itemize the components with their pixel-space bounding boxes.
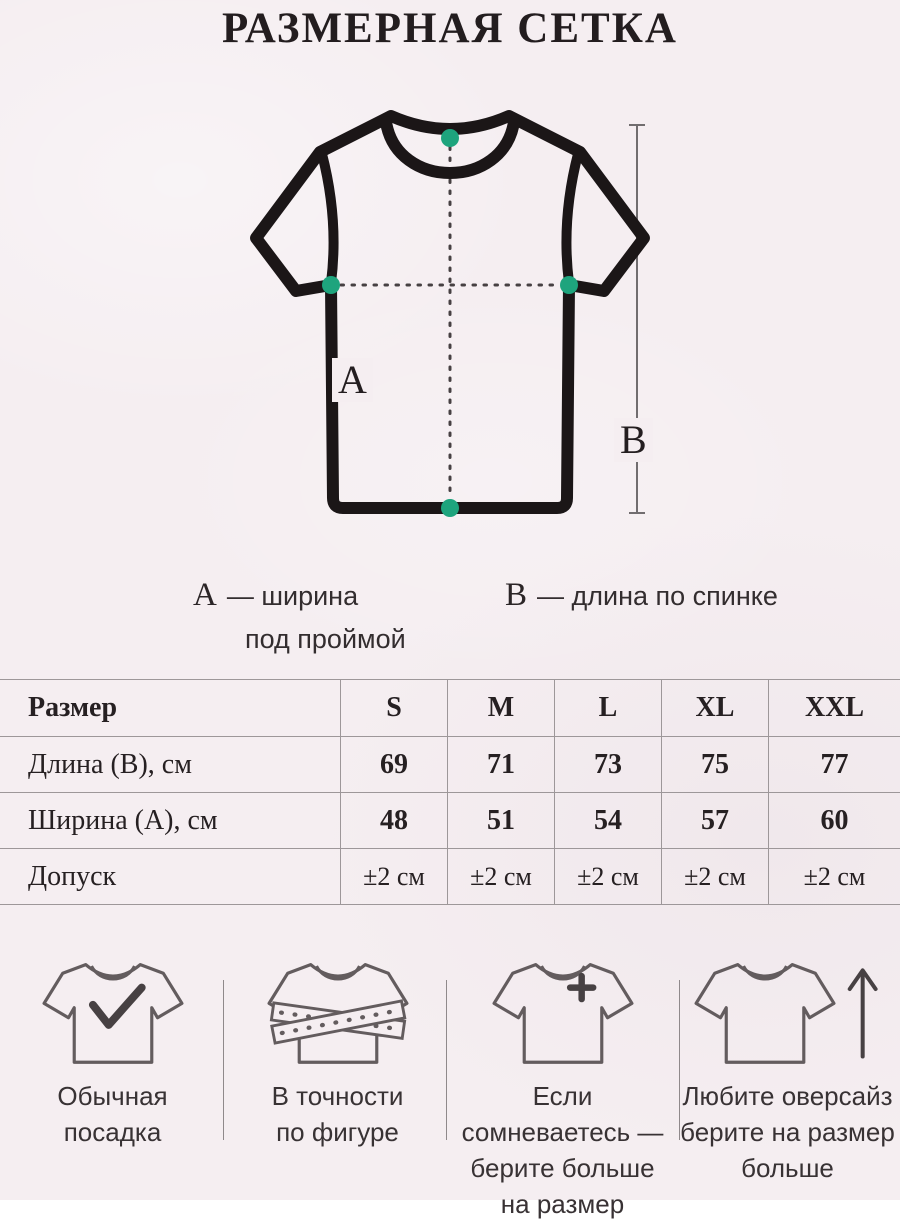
fit-caption-line: по фигуре xyxy=(276,1117,399,1147)
table-cell: ±2 см xyxy=(447,848,554,904)
divider xyxy=(223,980,224,1140)
table-row-label-tolerance: Допуск xyxy=(0,848,340,904)
table-cell: ±2 см xyxy=(661,848,768,904)
fit-section-regular xyxy=(0,960,225,1222)
divider xyxy=(446,980,447,1140)
tshirt-diagram-icon xyxy=(225,95,685,555)
diagram-label-b: B xyxy=(614,418,653,462)
fit-caption-line: Если сомневаетесь — xyxy=(461,1081,664,1147)
fit-caption-line: Любите оверсайз xyxy=(682,1081,893,1111)
table-header-xl: XL xyxy=(661,680,768,736)
table-cell: 51 xyxy=(447,792,554,848)
fit-caption-line: берите на размер xyxy=(680,1117,895,1147)
fit-guide xyxy=(0,960,900,1222)
diagram-label-a: A xyxy=(332,358,373,402)
table-header-xxl: XXL xyxy=(768,680,900,736)
legend-a-text-line2: под проймой xyxy=(245,624,406,654)
page-title: РАЗМЕРНАЯ СЕТКА xyxy=(222,5,678,52)
table-row-label-length: Длина (B), см xyxy=(0,736,340,792)
fit-caption-line: берите больше xyxy=(470,1153,655,1183)
legend-a-text: — ширина xyxy=(226,581,359,611)
legend-a-letter: A xyxy=(193,577,217,613)
table-cell: 77 xyxy=(768,736,900,792)
table-cell: ±2 см xyxy=(340,848,447,904)
table-cell: 73 xyxy=(554,736,661,792)
legend-b-text: — длина по спинке xyxy=(537,581,778,611)
table-cell: 75 xyxy=(661,736,768,792)
table-row-label-width: Ширина (A), см xyxy=(0,792,340,848)
table-header-s: S xyxy=(340,680,447,736)
tshirt-arrow-icon xyxy=(693,956,883,1068)
tshirt-check-icon xyxy=(38,956,188,1068)
fit-section-exact xyxy=(225,960,450,1222)
legend-length xyxy=(505,577,778,614)
fit-caption-line: В точности xyxy=(271,1081,404,1111)
table-cell: 57 xyxy=(661,792,768,848)
table-cell: ±2 см xyxy=(768,848,900,904)
divider xyxy=(679,980,680,1140)
table-cell: 69 xyxy=(340,736,447,792)
table-cell: 71 xyxy=(447,736,554,792)
fit-caption-line: больше xyxy=(741,1153,834,1183)
table-cell: 60 xyxy=(768,792,900,848)
tshirt-plus-icon xyxy=(488,956,638,1068)
fit-section-oversize xyxy=(675,960,900,1222)
size-table xyxy=(0,679,900,905)
fit-caption-line: посадка xyxy=(63,1117,162,1147)
table-header-l: L xyxy=(554,680,661,736)
fit-caption-line: Обычная xyxy=(57,1081,168,1111)
tshirt-tape-icon xyxy=(263,956,413,1068)
table-header-m: M xyxy=(447,680,554,736)
fit-caption-line: на размер xyxy=(500,1189,625,1219)
table-cell: 54 xyxy=(554,792,661,848)
table-header-size: Размер xyxy=(28,692,118,723)
legend-width xyxy=(193,577,406,655)
tshirt-measurement-diagram xyxy=(225,95,685,555)
fit-section-size-up xyxy=(450,960,675,1222)
table-cell: 48 xyxy=(340,792,447,848)
dotted-guides xyxy=(341,147,559,499)
legend-b-letter: B xyxy=(505,577,528,613)
table-cell: ±2 см xyxy=(554,848,661,904)
